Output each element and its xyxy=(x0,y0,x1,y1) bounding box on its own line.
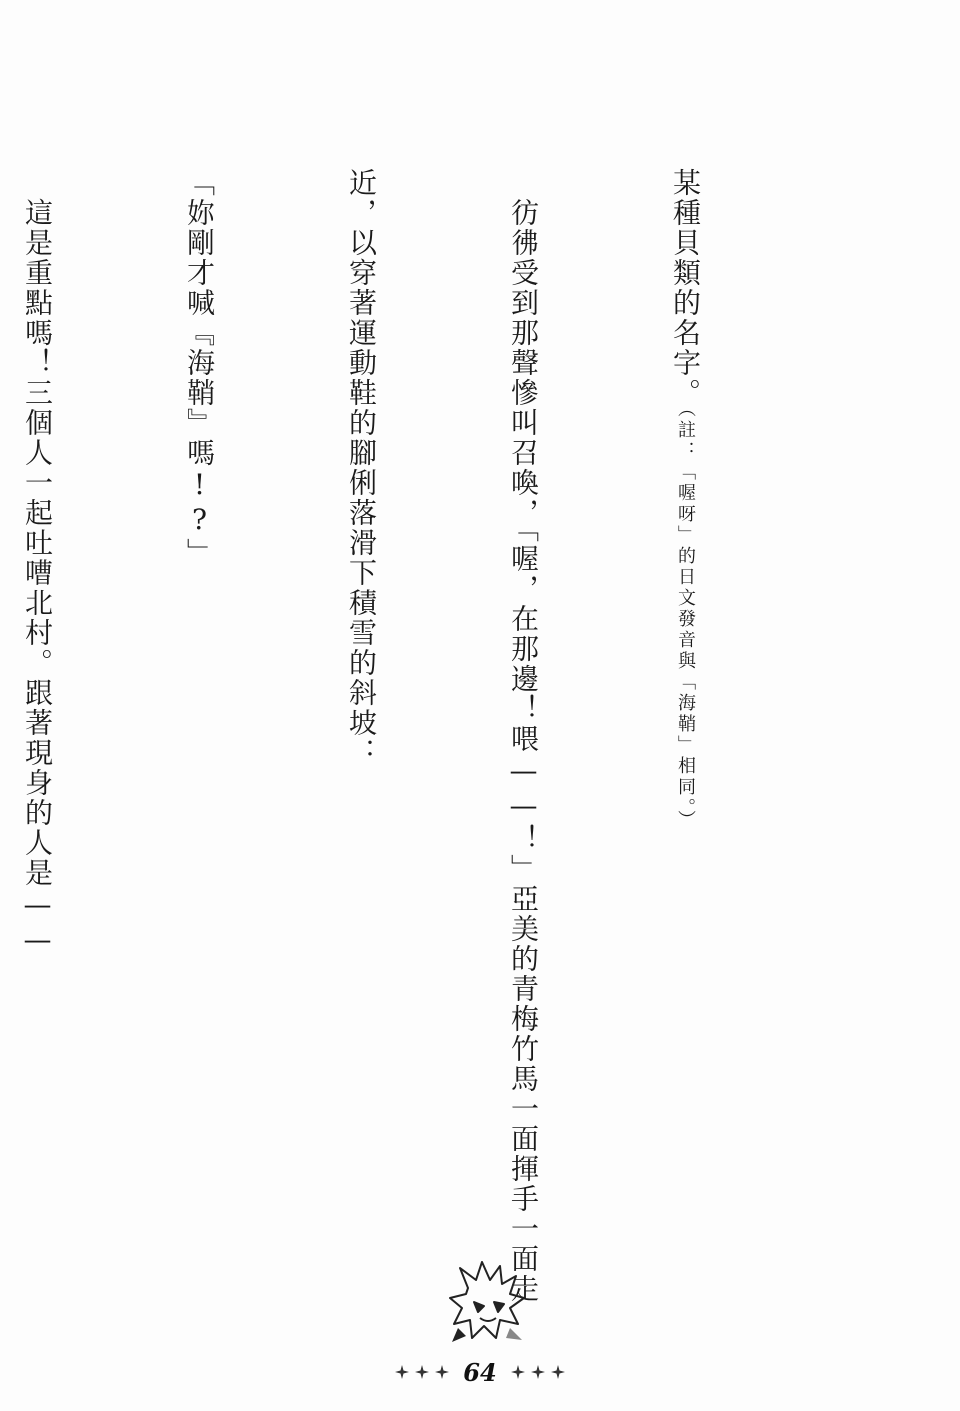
stars-left xyxy=(395,1365,449,1379)
text-line xyxy=(658,168,712,1278)
sparkle-star-icon xyxy=(531,1365,545,1379)
vertical-text-body xyxy=(0,168,820,1304)
sparkle-star-icon xyxy=(435,1365,449,1379)
text-line: 近，以穿著運動鞋的腳俐落滑下積雪的斜坡： xyxy=(345,168,378,768)
page-footer xyxy=(0,1352,960,1392)
line-text: 某種貝類的名字。 xyxy=(669,168,702,408)
translator-note: （註：「喔呀」的日文發音與「海鞘」相同。） xyxy=(675,408,696,831)
text-line: 彷彿受到那聲慘叫召喚，「喔，在那邊！喂——！」亞美的青梅竹馬一面揮手一面走 xyxy=(507,168,540,1304)
page-number: 64 xyxy=(463,1357,497,1387)
sparkle-star-icon xyxy=(551,1365,565,1379)
sparkle-star-icon xyxy=(511,1365,525,1379)
sparkle-star-icon xyxy=(395,1365,409,1379)
sparkle-star-icon xyxy=(415,1365,429,1379)
stars-right xyxy=(511,1365,565,1379)
text-line: 「妳剛才喊『海鞘』嗎!?」 xyxy=(183,168,216,568)
spiky-mascot-icon xyxy=(438,1258,534,1348)
text-line: 這是重點嗎！三個人一起吐嘈北村。跟著現身的人是—— xyxy=(21,168,54,958)
